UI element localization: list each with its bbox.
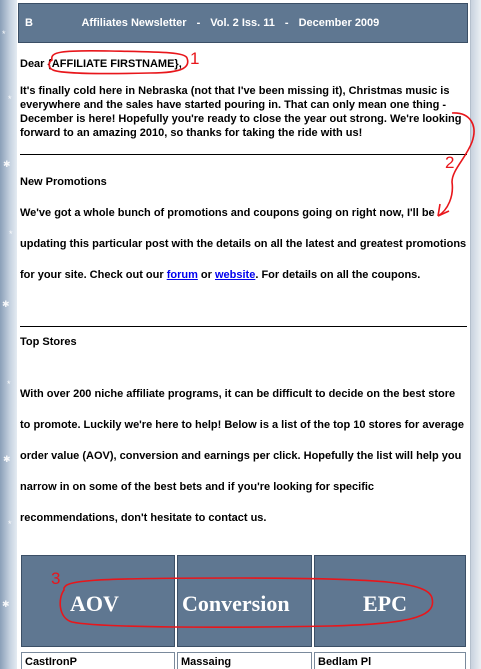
snowflake-icon: ✱	[3, 454, 11, 464]
issue-date: December 2009	[298, 17, 380, 29]
table-cell: Bedlam Pl	[314, 652, 466, 669]
column-header-label: AOV	[70, 591, 119, 616]
promotions-text: We've got a whole bunch of promotions and coupons going on right now, I'll be updating this particular post with the details on all the latest and greatest promotions for your site. Check out our	[20, 207, 467, 281]
decorative-left-band	[0, 0, 17, 669]
column-header-epc	[314, 555, 466, 647]
snowflake-icon: ✱	[2, 299, 10, 309]
newsletter-title: Affiliates Newsletter	[81, 17, 187, 29]
table-cell: CastIronP	[21, 652, 175, 669]
promotions-heading: New Promotions	[20, 176, 107, 188]
forum-link[interactable]: forum	[166, 269, 198, 281]
affiliate-name-placeholder: {AFFILIATE FIRSTNAME},	[47, 58, 182, 70]
column-header-aov	[21, 555, 175, 647]
snowflake-icon: *	[8, 94, 12, 104]
divider	[20, 154, 467, 155]
brand-logo-text: B	[25, 17, 82, 29]
snowflake-icon: *	[9, 229, 13, 239]
divider	[20, 326, 467, 327]
salutation	[20, 58, 182, 70]
annotation-number-3: 3	[51, 569, 61, 588]
scrollbar[interactable]	[470, 0, 481, 669]
top-stores-paragraph: With over 200 niche affiliate programs, it can be difficult to decide on the best store to promote. Luckily we're here to help! Below is a list of the top 10 stores for average order value (AOV), conversion and earnings per click. Hopefully the list will help you narrow in on some of the best bets and if you're looking for specific recommendations, don't hesitate to contact us.	[20, 388, 464, 524]
column-header-label: Conversion	[182, 591, 290, 616]
snowflake-icon: *	[8, 519, 12, 529]
top-stores-table	[21, 552, 467, 669]
promotions-text: or	[197, 269, 215, 281]
header-separator: -	[284, 17, 289, 29]
promotions-text: . For details on all the coupons.	[255, 269, 421, 281]
intro-paragraph: It's finally cold here in Nebraska (not that I've been missing it), Christmas music is everywhere and the sales have started pouring in. That can only mean one thing - December is here! Hopefully you're ready to close the year out strong. We're looking forward to an amazing 2010, so thanks for taking the ride with us!	[20, 85, 462, 139]
website-link[interactable]: website	[214, 269, 256, 281]
snowflake-icon: *	[7, 379, 11, 389]
snowflake-icon: *	[2, 29, 6, 39]
promotions-paragraph	[20, 198, 468, 291]
column-header-label: EPC	[363, 591, 407, 616]
header-separator: -	[196, 17, 201, 29]
annotation-number-2: 2	[445, 153, 455, 172]
top-stores-heading: Top Stores	[20, 336, 77, 348]
newsletter-header	[18, 3, 468, 43]
table-cell: Massaing	[177, 652, 312, 669]
snowflake-icon: ✱	[2, 599, 10, 609]
greeting: Dear	[20, 58, 48, 70]
annotation-number-1: 1	[190, 49, 200, 68]
column-header-conversion	[177, 555, 312, 647]
issue-volume: Vol. 2 Iss. 11	[210, 17, 275, 29]
snowflake-icon: ✱	[3, 159, 11, 169]
